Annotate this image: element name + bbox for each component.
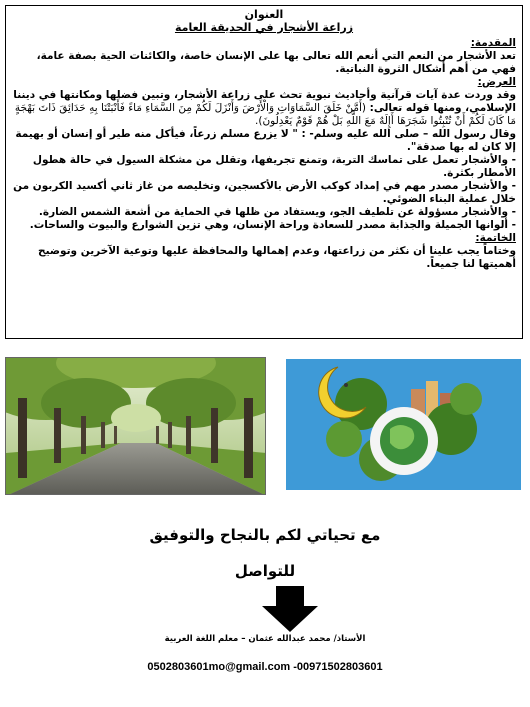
- hadith-paragraph: وقال رسول الله – صلى الله عليه وسلم- : " لا يزرع مسلم زرعاً، فيأكل منه طير أو إنسان أو بهيمة إلا كان له بها صدقة".: [15, 128, 516, 153]
- body-heading: العرض:: [477, 76, 516, 88]
- earth-trees-illustration: [286, 359, 521, 490]
- contact-label: للتواصل: [234, 562, 296, 580]
- contact-info[interactable]: 0502803601mo@gmail.com -00971502803601: [147, 661, 383, 673]
- essay-box: [5, 5, 523, 339]
- closing-greeting: مع تحياتي لكم بالنجاح والتوفيق: [149, 526, 381, 544]
- point-soil: - والأشجار تعمل على تماسك التربة، وتمنع تجريفها، وتقلل من مشكلة السيول في حالة هطول الأمطار بكثرة.: [32, 154, 516, 179]
- body-p1-text: وقد وردت عدة آيات قرآنية وأحاديث نبوية تحث على زراعة الأشجار، وتبين فضلها ومكانتها في ديننا الإسلامي، ومنها قوله تعالى:: [13, 89, 516, 114]
- point-beauty: - ألوانها الجميلة والجذابة مصدر للسعادة وراحة الإنسان، وهي تزين الشوارع والبيوت والساحات.: [29, 219, 516, 231]
- point-shade: - والأشجار مسؤولة عن تلطيف الجو، ويستفاد من ظلها في الحماية من أشعة الشمس الضارة.: [38, 206, 516, 218]
- body-paragraph-verse: [12, 89, 516, 128]
- earth-illustration: [286, 359, 521, 490]
- conclusion-heading: الخاتمة:: [475, 232, 516, 244]
- intro-heading: المقدمة:: [470, 37, 516, 49]
- tree-avenue-photo: [5, 357, 266, 495]
- document-title: العنوان: [244, 8, 284, 21]
- intro-text: تعد الأشجار من النعم التي أنعم الله تعالى بها على الإنسان خاصة، والكائنات الحية بصفة عامة، فهي من أهم أشكال الثروة النباتية.: [36, 50, 516, 75]
- point-oxygen: - والأشجار مصدر مهم في إمداد كوكب الأرض بالأكسجين، وتخليصه من غاز ثاني أكسيد الكربون من خلال عملية البناء الضوئي.: [13, 180, 516, 205]
- author-line: الأستاذ/ محمد عبدالله عثمان – معلم اللغة العربية: [164, 634, 366, 644]
- document-subtitle: زراعة الأشجار في الحديقة العامة: [174, 21, 354, 34]
- tree-avenue-illustration: [6, 358, 266, 495]
- conclusion-text: وختاماً يجب علينا أن نكثر من زراعتها، وعدم إهمالها والمحافظة عليها وتوعية الآخرين وتوضيح أهميتها لنا جميعاً.: [38, 245, 516, 270]
- quran-verse: (أَمَّنْ خَلَقَ السَّمَاوَاتِ وَالْأَرْضَ وَأَنْزَلَ لَكُمْ مِنَ السَّمَاءِ مَاءً فَأَنْبَتْنَا بِهِ حَدَائِقَ ذَاتَ بَهْجَةٍ مَا كَانَ لَكُمْ أَنْ تُنْبِتُوا شَجَرَهَا أَإِلَهٌ مَعَ اللَّهِ بَلْ هُمْ قَوْمٌ يَعْدِلُونَ).: [14, 102, 516, 127]
- down-arrow-icon: [262, 586, 318, 632]
